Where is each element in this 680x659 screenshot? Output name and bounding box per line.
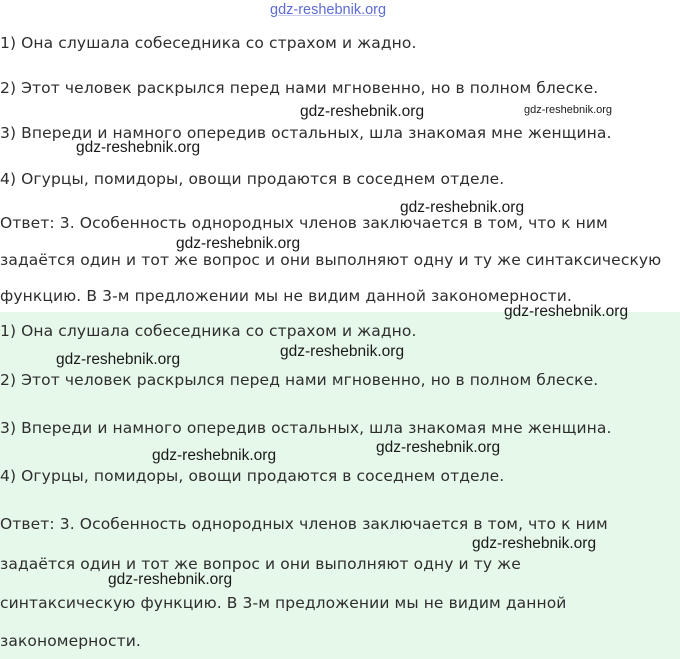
block2-item-3: 3) Впереди и намного опередив остальных, шла знакомая мне женщина.: [0, 419, 612, 437]
block2-item-2: 2) Этот человек раскрылся перед нами мгновенно, но в полном блеске.: [0, 371, 599, 389]
watermark: gdz-reshebnik.org: [280, 343, 405, 360]
block2-answer-line-3: синтаксическую функцию. В 3-м предложении мы не видим данной: [0, 594, 567, 612]
block2-item-4: 4) Огурцы, помидоры, овощи продаются в соседнем отделе.: [0, 467, 505, 485]
watermark: gdz-reshebnik.org: [108, 571, 233, 588]
block1-answer-line-3: функцию. В 3-м предложении мы не видим данной закономерности.: [0, 287, 572, 305]
block1-answer-line-1: Ответ: 3. Особенность однородных членов заключается в том, что к ним: [0, 214, 608, 232]
block2-item-1: 1) Она слушала собеседника со страхом и жадно.: [0, 322, 417, 340]
watermark: gdz-reshebnik.org: [376, 439, 501, 456]
block2-answer-line-2: задаётся один и тот же вопрос и они выполняют одну и ту же: [0, 555, 521, 573]
watermark: gdz-reshebnik.org: [76, 139, 201, 156]
watermark: gdz-reshebnik.org: [400, 199, 525, 216]
watermark: gdz-reshebnik.org: [56, 351, 181, 368]
block1-item-2: 2) Этот человек раскрылся перед нами мгновенно, но в полном блеске.: [0, 79, 599, 97]
block2-answer-line-1: Ответ: 3. Особенность однородных членов заключается в том, что к ним: [0, 515, 608, 533]
watermark: gdz-reshebnik.org: [152, 447, 277, 464]
block1-item-4: 4) Огурцы, помидоры, овощи продаются в соседнем отделе.: [0, 170, 505, 188]
block1-answer-line-2: задаётся один и тот же вопрос и они выполняют одну и ту же синтаксическую: [0, 251, 662, 269]
watermark: gdz-reshebnik.org: [176, 235, 301, 252]
watermark: gdz-reshebnik.org: [504, 303, 629, 320]
watermark-top: gdz-reshebnik.org: [270, 2, 387, 18]
block1-item-1: 1) Она слушала собеседника со страхом и жадно.: [0, 34, 417, 52]
watermark: gdz-reshebnik.org: [524, 104, 613, 116]
block1-item-3: 3) Впереди и намного опередив остальных, шла знакомая мне женщина.: [0, 124, 612, 142]
watermark: gdz-reshebnik.org: [300, 103, 425, 120]
watermark: gdz-reshebnik.org: [472, 535, 597, 552]
block2-answer-line-4: закономерности.: [0, 632, 141, 650]
